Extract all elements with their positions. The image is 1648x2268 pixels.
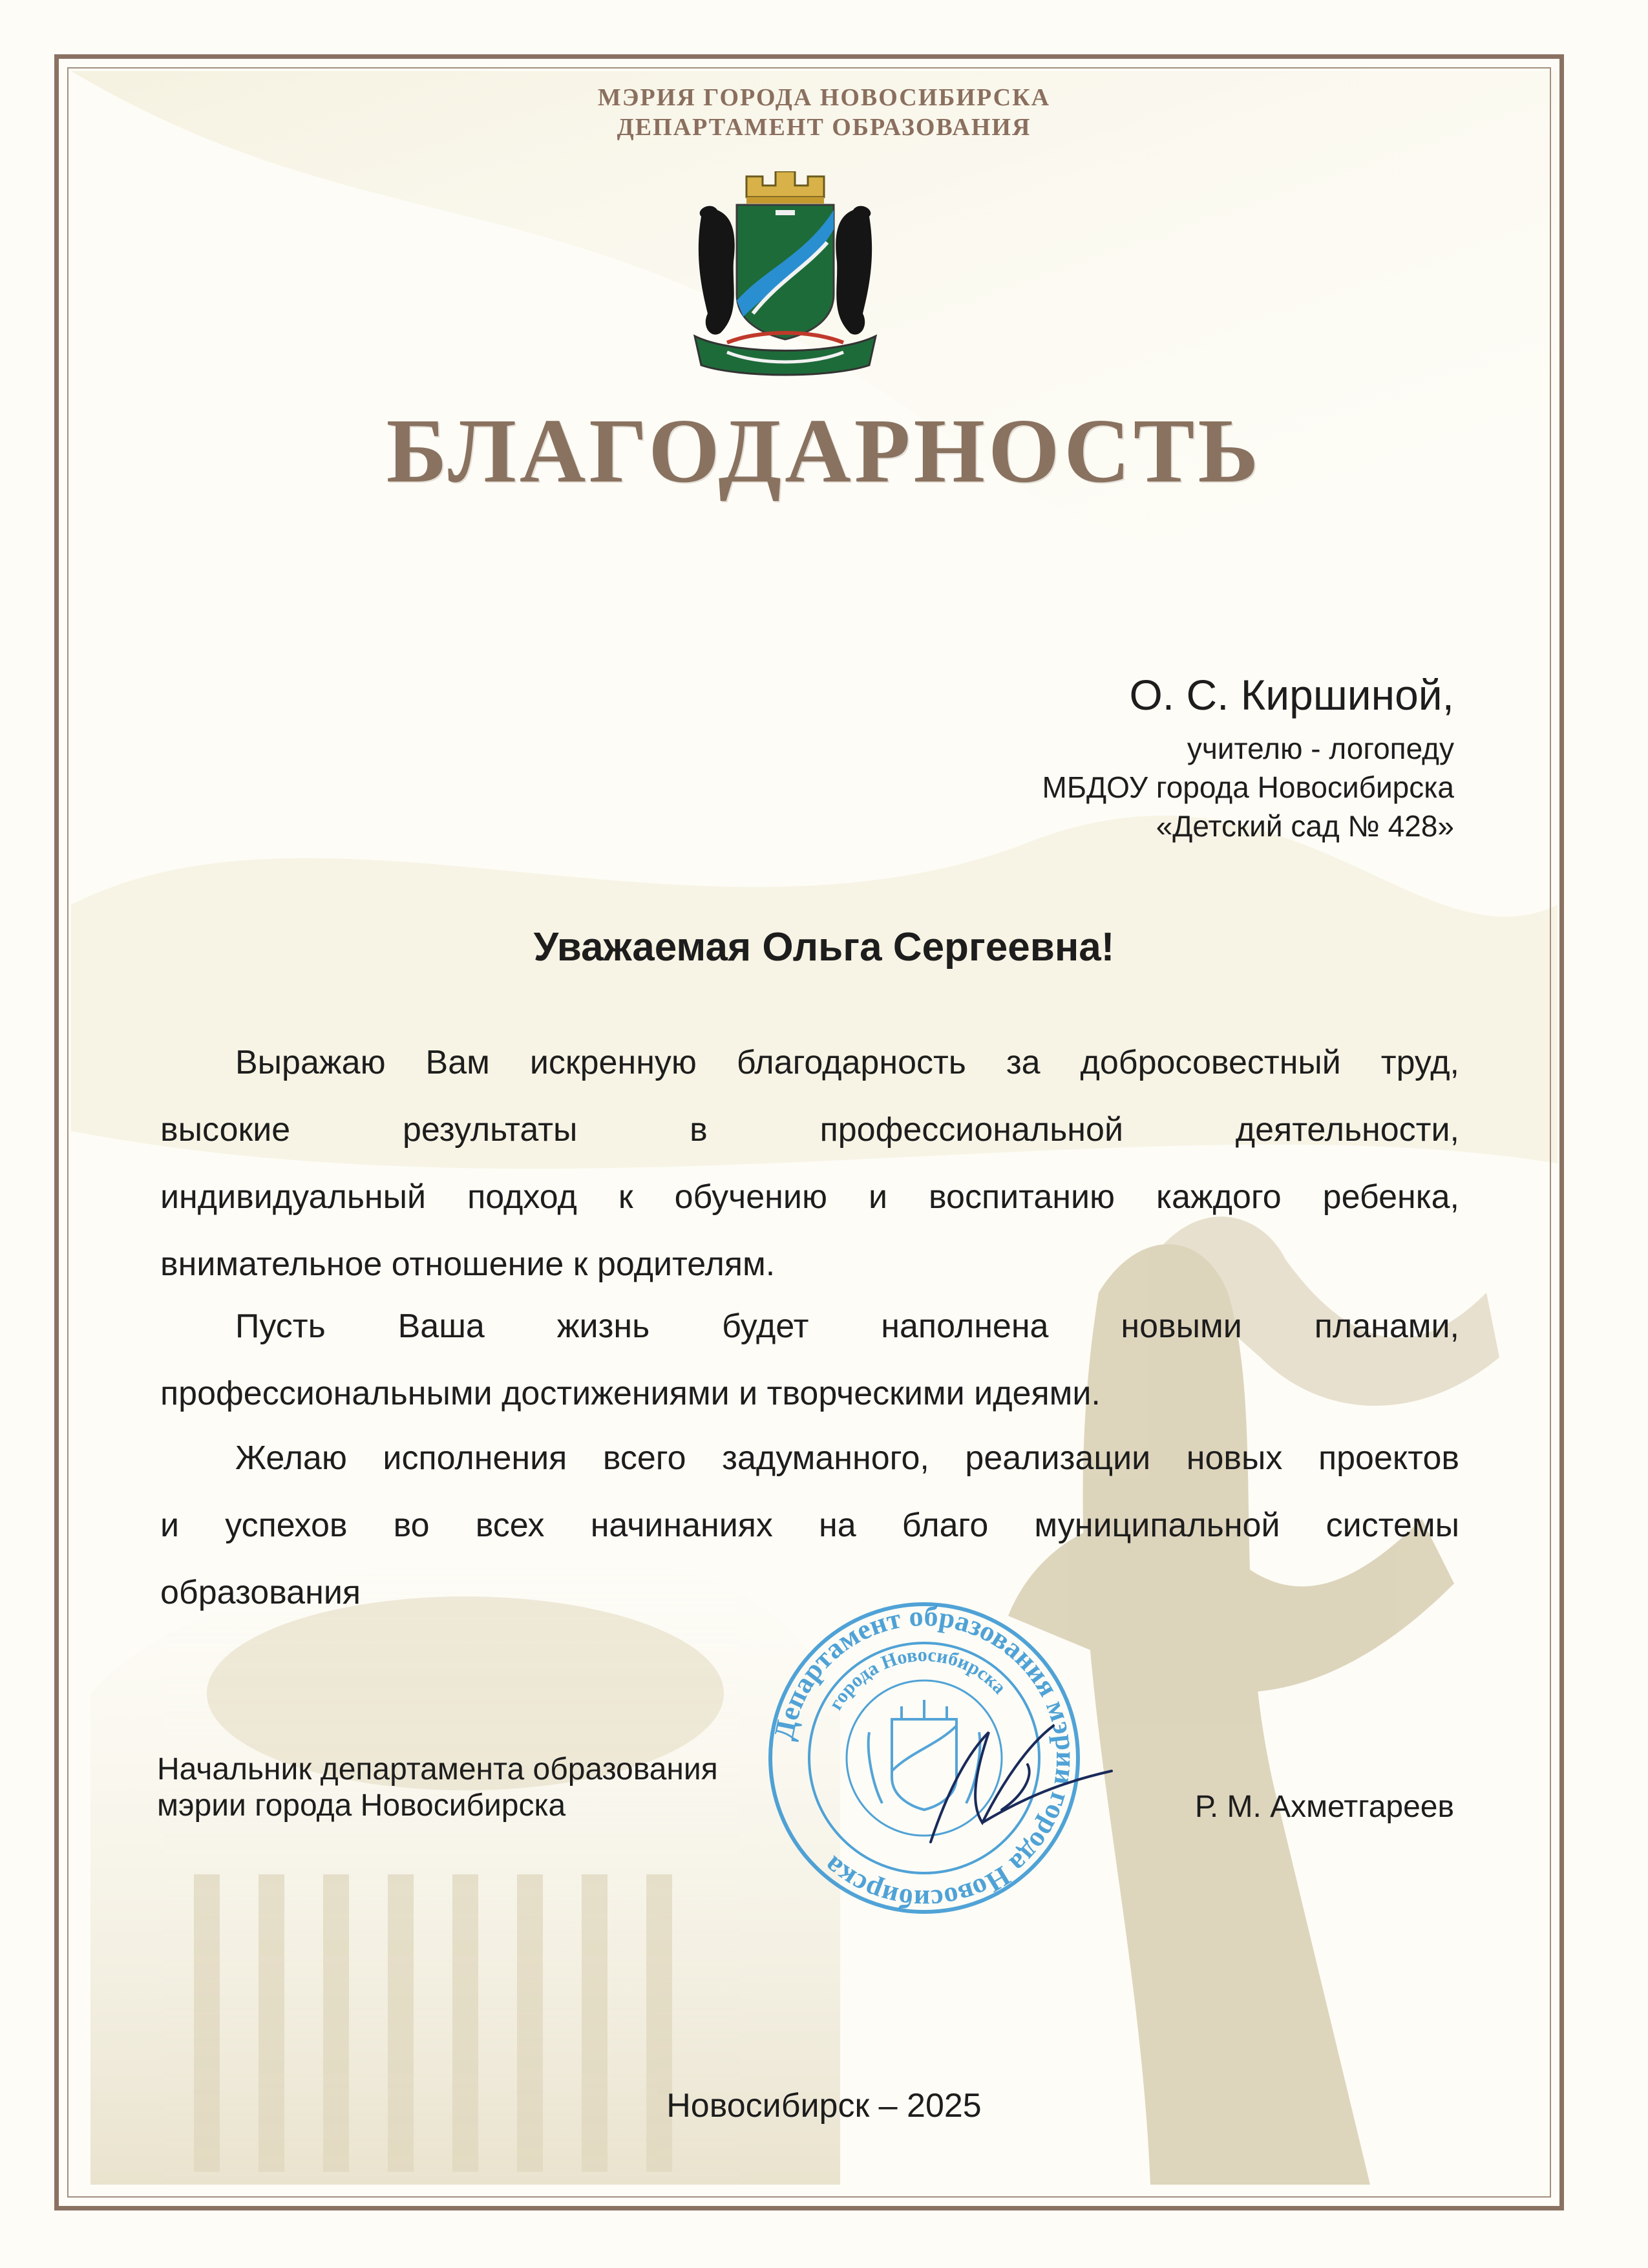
recipient-position: учителю - логопеду: [1187, 732, 1454, 765]
document-title: БЛАГОДАРНОСТЬ: [386, 399, 1262, 502]
signatory-name: Р. М. Ахметгареев: [1194, 1790, 1454, 1824]
department-name: ДЕПАРТАМЕНТ ОБРАЗОВАНИЯ: [617, 114, 1031, 141]
greeting: Уважаемая Ольга Сергеевна!: [533, 925, 1115, 970]
p1-line3: индивидуальный подход к обучению и воспитанию каждого ребенка,: [160, 1178, 1459, 1216]
p2-line2: профессиональными достижениями и творческими идеями.: [160, 1375, 1101, 1412]
svg-text:города Новосибирска: города Новосибирска: [825, 1644, 1011, 1714]
recipient-unit: «Детский сад № 428»: [1156, 809, 1454, 843]
paragraph-1: [160, 1029, 1459, 1298]
recipient-institution: МБДОУ города Новосибирска: [1042, 770, 1454, 804]
signatory-position: [157, 1752, 718, 1824]
p3-line2: и успехов во всех начинаниях на благо муниципальной системы: [160, 1507, 1459, 1544]
city-year: Новосибирск – 2025: [666, 2087, 982, 2125]
p1-line1: Выражаю Вам искренную благодарность за добросовестный труд,: [235, 1044, 1459, 1081]
p3-line1: Желаю исполнения всего задуманного, реализации новых проектов: [235, 1439, 1459, 1477]
recipient-name: О. С. Киршиной,: [1129, 671, 1454, 719]
svg-text:Департамент образования мэрии: Департамент образования мэрии города Новосибирска: [767, 1600, 1083, 1916]
p2-line1: Пусть Ваша жизнь будет наполнена новыми планами,: [235, 1308, 1459, 1345]
signatory-position-line2: мэрии города Новосибирска: [157, 1788, 566, 1823]
p3-line3: образования: [160, 1574, 361, 1611]
p1-line2: высокие результаты в профессиональной деятельности,: [160, 1111, 1459, 1149]
org-name: МЭРИЯ ГОРОДА НОВОСИБИРСКА: [597, 84, 1051, 111]
p1-line4: внимательное отношение к родителям.: [160, 1245, 776, 1283]
handwritten-signature: [905, 1706, 1118, 1849]
signatory-position-line1: Начальник департамента образования: [157, 1752, 718, 1786]
paragraph-2: [160, 1293, 1459, 1427]
novosibirsk-coat-of-arms-icon: [675, 171, 895, 391]
